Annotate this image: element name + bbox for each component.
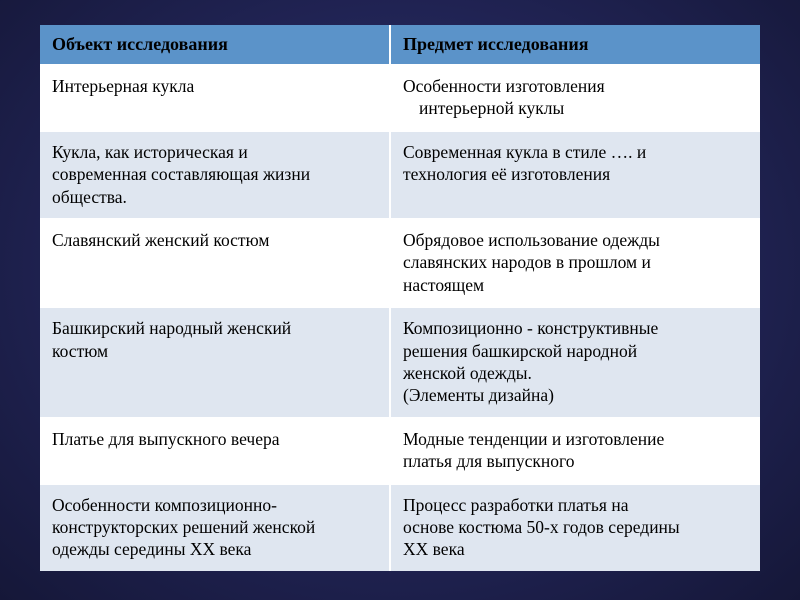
cell-line: Платье для выпускного вечера — [52, 428, 280, 449]
cell-subject — [390, 219, 760, 307]
table-row — [40, 307, 760, 418]
cell-subject — [390, 307, 760, 418]
cell-line: Особенности изготовления — [403, 76, 605, 97]
cell-line: Современная кукла в стиле …. и — [403, 141, 647, 162]
cell-object — [40, 219, 390, 307]
cell-line: основе костюма 50-х годов середины — [403, 516, 680, 537]
cell-line: Процесс разработки платья на — [403, 494, 629, 515]
cell-line: Славянский женский костюм — [52, 229, 270, 250]
cell-line: славянских народов в прошлом и — [403, 252, 651, 273]
cell-subject — [390, 65, 760, 131]
cell-object — [40, 131, 390, 219]
cell-subject — [390, 131, 760, 219]
cell-line: конструкторских решений женской — [52, 516, 316, 537]
cell-line: настоящем — [403, 274, 485, 295]
cell-line: Башкирский народный женский — [52, 318, 292, 339]
table-row — [40, 418, 760, 484]
table-header — [40, 25, 760, 65]
research-table — [40, 25, 760, 571]
cell-line: костюм — [52, 340, 109, 361]
cell-subject — [390, 484, 760, 571]
cell-line: Кукла, как историческая и — [52, 141, 248, 162]
cell-line: женской одежды. — [403, 362, 532, 383]
cell-object — [40, 484, 390, 571]
table-row — [40, 65, 760, 131]
cell-line: (Элементы дизайна) — [403, 385, 554, 406]
cell-line: Композиционно - конструктивные — [403, 318, 659, 339]
cell-line: XX века — [403, 539, 465, 560]
cell-line: Модные тенденции и изготовление — [403, 428, 665, 449]
table-header-row — [40, 25, 760, 65]
cell-line: современная составляющая жизни — [52, 164, 311, 185]
cell-line: Обрядовое использование одежды — [403, 229, 660, 250]
cell-object — [40, 307, 390, 418]
cell-line: технология её изготовления — [403, 164, 611, 185]
table-row — [40, 219, 760, 307]
table-row — [40, 484, 760, 571]
research-table-container — [40, 25, 760, 571]
table-body — [40, 65, 760, 571]
cell-line: платья для выпускного — [403, 451, 575, 472]
cell-object — [40, 65, 390, 131]
cell-line: решения башкирской народной — [403, 340, 638, 361]
cell-line: одежды середины XX века — [52, 539, 252, 560]
cell-object — [40, 418, 390, 484]
cell-line: интерьерной куклы — [419, 98, 565, 119]
table-row — [40, 131, 760, 219]
cell-line: общества. — [52, 186, 127, 207]
cell-line: Особенности композиционно- — [52, 494, 277, 515]
cell-subject — [390, 418, 760, 484]
column-header-object: Объект исследования — [40, 25, 390, 65]
column-header-subject: Предмет исследования — [390, 25, 760, 65]
cell-line: Интерьерная кукла — [52, 76, 195, 97]
